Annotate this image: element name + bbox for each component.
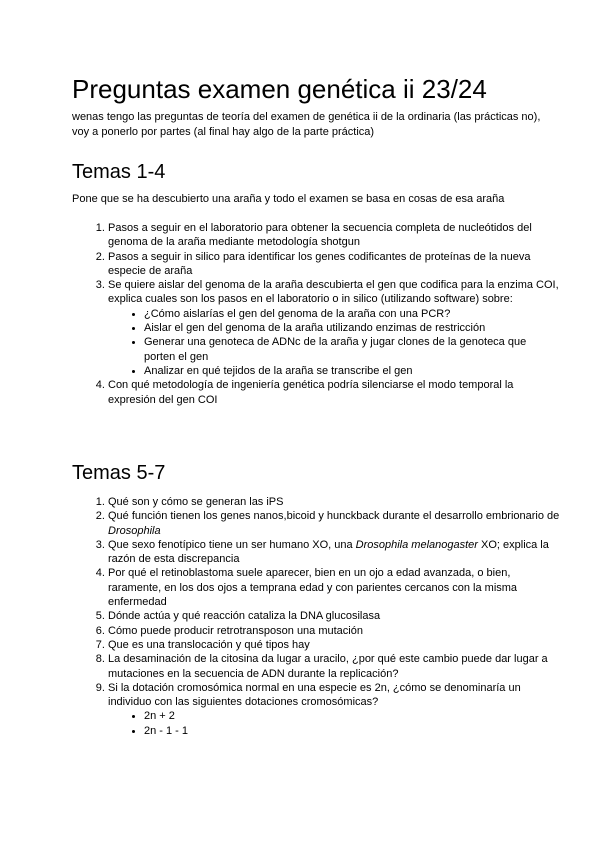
list-item bbox=[108, 638, 560, 652]
sub-list-item: • 2n + 2 bbox=[144, 709, 560, 723]
question-text: La desaminación de la citosina da lugar a uracilo, ¿por qué este cambio puede dar lugar a mutaciones en la secuencia de ADN durante la replicación? bbox=[108, 653, 548, 680]
question-text: Qué función tienen los genes nanos,bicoid y hunckback durante el desarrollo embrionario de bbox=[108, 510, 560, 523]
question-text: Se quiere aislar del genoma de la araña descubierta el gen que codifica para la enzima COI, explica cuales son los pasos en el laboratorio o in silico (utilizando software) sobre: bbox=[108, 279, 559, 306]
sub-list-item: • ¿Cómo aislarías el gen del genoma de la araña con una PCR? bbox=[144, 307, 560, 321]
question-text: Que sexo fenotípico tiene un ser humano XO, una bbox=[108, 538, 356, 551]
list-item bbox=[108, 221, 560, 250]
question-text: XO; explica la razón de esta discrepancia bbox=[108, 538, 549, 566]
sub-list-item: • Generar una genoteca de ADNc de la araña y jugar clones de la genoteca que porten el gen bbox=[144, 335, 560, 364]
section-heading-temas-1-4: Temas 1-4 bbox=[72, 161, 166, 183]
list-item bbox=[108, 538, 560, 567]
list-item bbox=[108, 609, 560, 623]
list-item bbox=[108, 278, 560, 378]
list-item bbox=[108, 652, 560, 681]
question-text: Dónde actúa y qué reacción cataliza la DNA glucosilasa bbox=[108, 610, 381, 623]
sub-bullet-list bbox=[108, 709, 560, 738]
species-name: Drosophila melanogaster bbox=[355, 538, 478, 551]
question-text: Que es una translocación y qué tipos hay bbox=[108, 638, 310, 651]
question-text: Qué son y cómo se generan las iPS bbox=[108, 496, 284, 508]
question-text: Cómo puede producir retrotransposon una mutación bbox=[108, 624, 363, 637]
question-text: Pasos a seguir en el laboratorio para obtener la secuencia completa de nucleótidos del genoma de la araña mediante metodología shotgun bbox=[108, 222, 532, 249]
list-item bbox=[108, 378, 560, 407]
section1-intro: Pone que se ha descubierto una araña y todo el examen se basa en cosas de esa araña bbox=[72, 193, 505, 205]
question-text: Si la dotación cromosómica normal en una especie es 2n, ¿cómo se denominaría un individuo con las siguientes dotaciones cromosómicas? bbox=[108, 681, 521, 709]
section1-question-list bbox=[72, 221, 560, 407]
list-item bbox=[108, 509, 560, 538]
question-text: Con qué metodología de ingeniería genética podría silenciarse el modo temporal la expresión del gen COI bbox=[108, 379, 514, 406]
section-heading-temas-5-7: Temas 5-7 bbox=[72, 462, 166, 484]
sub-bullet-list bbox=[108, 307, 560, 378]
question-text: Por qué el retinoblastoma suele aparecer, bien en un ojo a edad avanzada, o bien, raramente, en los dos ojos a temprana edad y con parientes cercanos con la misma enfermedad bbox=[108, 567, 518, 609]
list-item bbox=[108, 624, 560, 638]
species-name: Drosophila bbox=[108, 524, 161, 537]
page-title: Preguntas examen genética ii 23/24 bbox=[72, 74, 487, 104]
list-item bbox=[108, 495, 560, 509]
sub-list-item: • 2n - 1 - 1 bbox=[144, 724, 560, 738]
list-item bbox=[108, 681, 560, 738]
sub-list-item: • Analizar en qué tejidos de la araña se transcribe el gen bbox=[144, 364, 560, 378]
list-item bbox=[108, 250, 560, 279]
list-item bbox=[108, 566, 560, 609]
intro-paragraph: wenas tengo las preguntas de teoría del examen de genética ii de la ordinaria (las prácticas no), voy a ponerlo por partes (al final hay algo de la parte práctica) bbox=[72, 111, 541, 138]
section2-question-list bbox=[72, 495, 560, 738]
sub-list-item: • Aislar el gen del genoma de la araña utilizando enzimas de restricción bbox=[144, 321, 560, 335]
question-text: Pasos a seguir in silico para identificar los genes codificantes de proteínas de la nueva especie de araña bbox=[108, 250, 531, 277]
